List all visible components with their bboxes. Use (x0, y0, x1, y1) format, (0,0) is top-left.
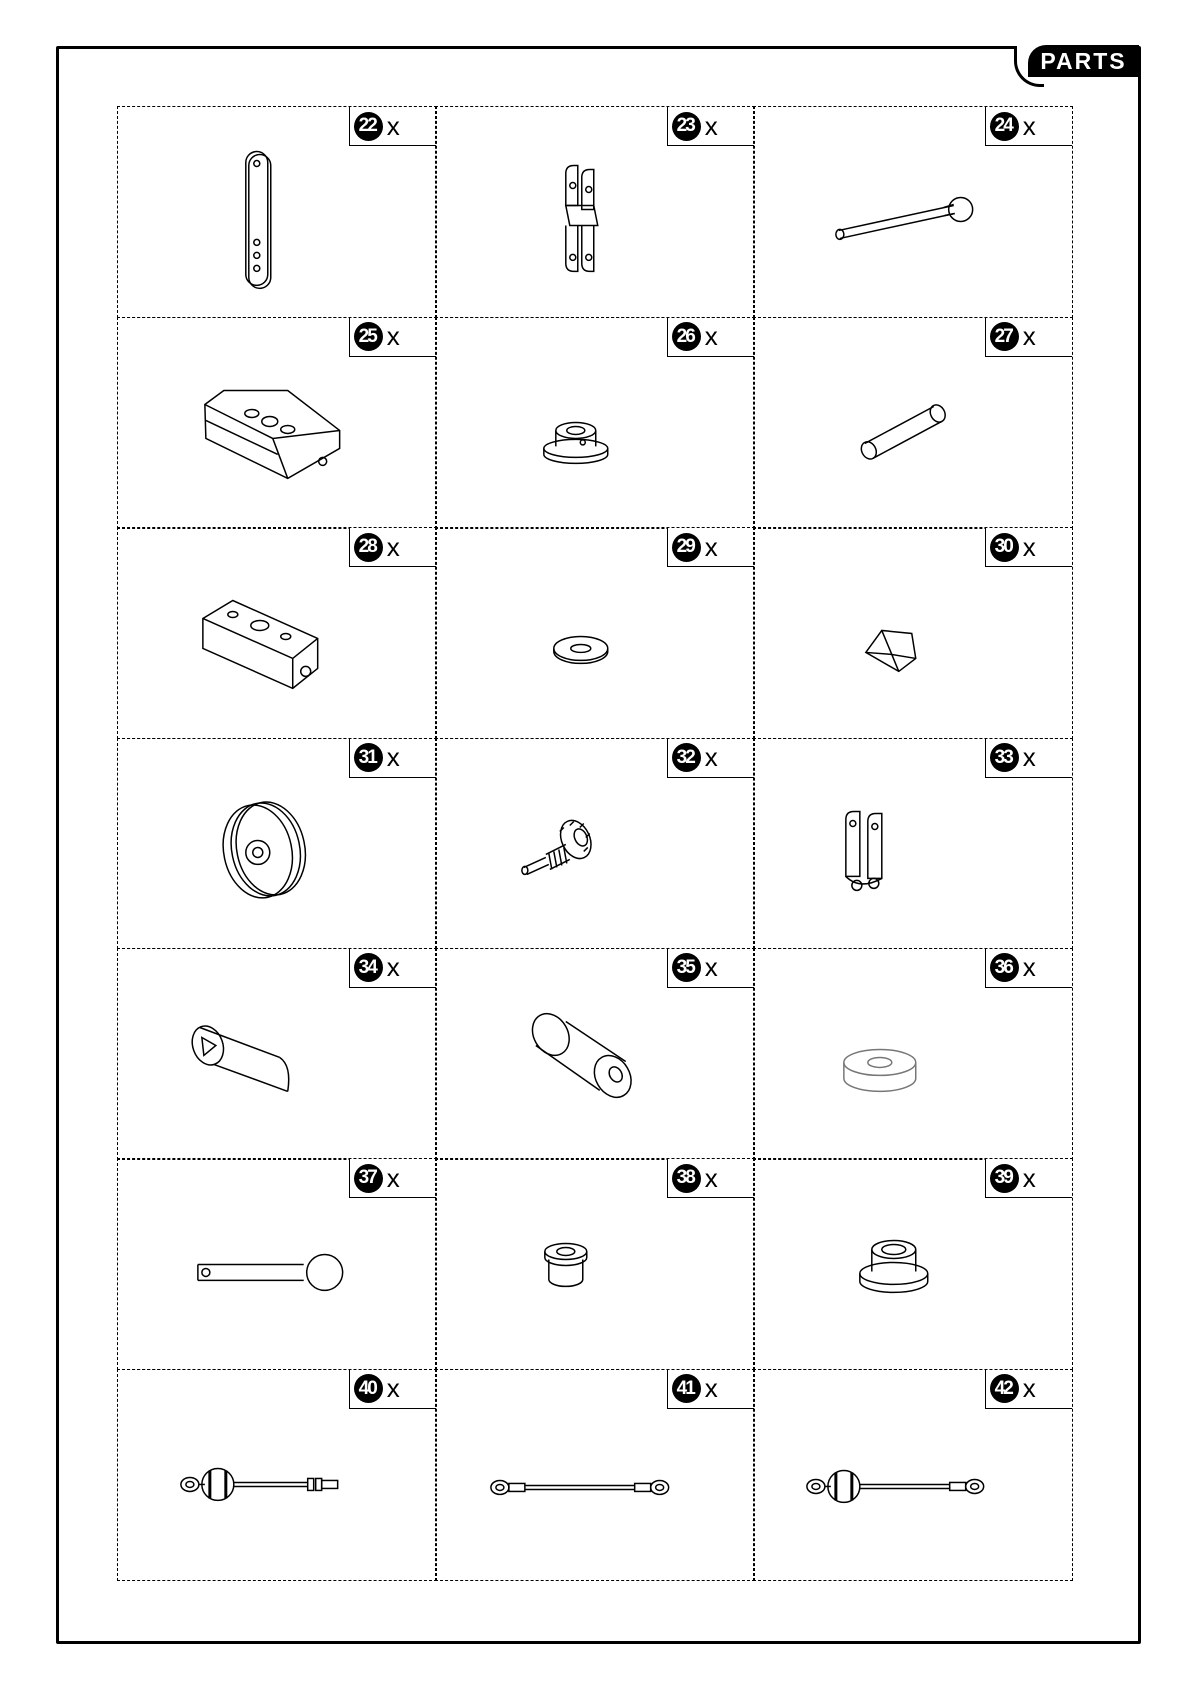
part-cell-28 (117, 527, 437, 739)
part-cell-27 (753, 317, 1073, 529)
part-number: 36 (990, 953, 1019, 982)
cable-eyelets-icon (436, 1370, 754, 1580)
pull-pin-knob-icon (754, 107, 1072, 317)
part-cell-39 (753, 1158, 1073, 1370)
part-qty-prefix: x (1022, 1162, 1036, 1193)
part-qty-prefix: x (386, 742, 400, 773)
part-number: 31 (354, 743, 383, 772)
part-cell-33 (753, 738, 1073, 950)
part-qty-prefix: x (1022, 321, 1036, 352)
part-number: 40 (354, 1374, 383, 1403)
part-number: 29 (672, 533, 701, 562)
ball-pin-icon (118, 1159, 436, 1369)
long-flat-plate-icon (118, 107, 436, 317)
roller-tube-icon (754, 318, 1072, 528)
part-cell-35 (435, 948, 755, 1160)
small-bushing-icon (436, 1159, 754, 1369)
knob-bolt-icon (436, 739, 754, 949)
pulley-icon (118, 739, 436, 949)
part-qty-prefix: x (386, 1162, 400, 1193)
collar-icon (436, 318, 754, 528)
part-qty-prefix: x (704, 952, 718, 983)
square-cap-icon (754, 528, 1072, 738)
part-qty-prefix: x (704, 110, 718, 141)
part-number: 25 (354, 322, 383, 351)
part-qty-prefix: x (1022, 952, 1036, 983)
part-cell-38 (435, 1158, 755, 1370)
part-qty-prefix: x (1022, 1373, 1036, 1404)
part-number: 38 (672, 1164, 701, 1193)
part-qty-prefix: x (704, 321, 718, 352)
part-number: 30 (990, 533, 1019, 562)
part-cell-32 (435, 738, 755, 950)
part-qty-prefix: x (386, 1373, 400, 1404)
cable-ball-threaded-icon (118, 1370, 436, 1580)
part-qty-prefix: x (704, 742, 718, 773)
part-cell-29 (435, 527, 755, 739)
part-cell-26 (435, 317, 755, 529)
part-qty-prefix: x (704, 1373, 718, 1404)
part-number: 27 (990, 322, 1019, 351)
part-number: 26 (672, 322, 701, 351)
part-number: 37 (354, 1164, 383, 1193)
double-bracket-icon (436, 107, 754, 317)
block-housing-icon (118, 528, 436, 738)
parts-tab: PARTS (1028, 45, 1139, 77)
part-qty-prefix: x (386, 952, 400, 983)
part-cell-34 (117, 948, 437, 1160)
part-cell-37 (117, 1158, 437, 1370)
part-number: 35 (672, 953, 701, 982)
part-number: 24 (990, 112, 1019, 141)
flange-bushing-icon (754, 1159, 1072, 1369)
part-cell-40 (117, 1369, 437, 1581)
part-number: 28 (354, 533, 383, 562)
part-qty-prefix: x (386, 321, 400, 352)
part-qty-prefix: x (1022, 531, 1036, 562)
cable-ball-eyelet-icon (754, 1370, 1072, 1580)
washer-icon (436, 528, 754, 738)
part-qty-prefix: x (704, 531, 718, 562)
part-number: 23 (672, 112, 701, 141)
part-number: 33 (990, 743, 1019, 772)
part-number: 39 (990, 1164, 1019, 1193)
part-number: 42 (990, 1374, 1019, 1403)
part-cell-24 (753, 106, 1073, 318)
part-qty-prefix: x (386, 110, 400, 141)
part-cell-30 (753, 527, 1073, 739)
disc-spacer-icon (754, 949, 1072, 1159)
part-cell-22 (117, 106, 437, 318)
triangle-sleeve-icon (118, 949, 436, 1159)
clevis-bracket-icon (754, 739, 1072, 949)
part-cell-31 (117, 738, 437, 950)
part-number: 34 (354, 953, 383, 982)
parts-grid (118, 107, 1072, 1580)
part-cell-25 (117, 317, 437, 529)
part-number: 41 (672, 1374, 701, 1403)
part-qty-prefix: x (386, 531, 400, 562)
part-qty-prefix: x (1022, 110, 1036, 141)
part-qty-prefix: x (1022, 742, 1036, 773)
part-number: 32 (672, 743, 701, 772)
part-cell-23 (435, 106, 755, 318)
roller-icon (436, 949, 754, 1159)
plate-housing-icon (118, 318, 436, 528)
part-cell-42 (753, 1369, 1073, 1581)
part-cell-36 (753, 948, 1073, 1160)
part-qty-prefix: x (704, 1162, 718, 1193)
part-number: 22 (354, 112, 383, 141)
part-cell-41 (435, 1369, 755, 1581)
